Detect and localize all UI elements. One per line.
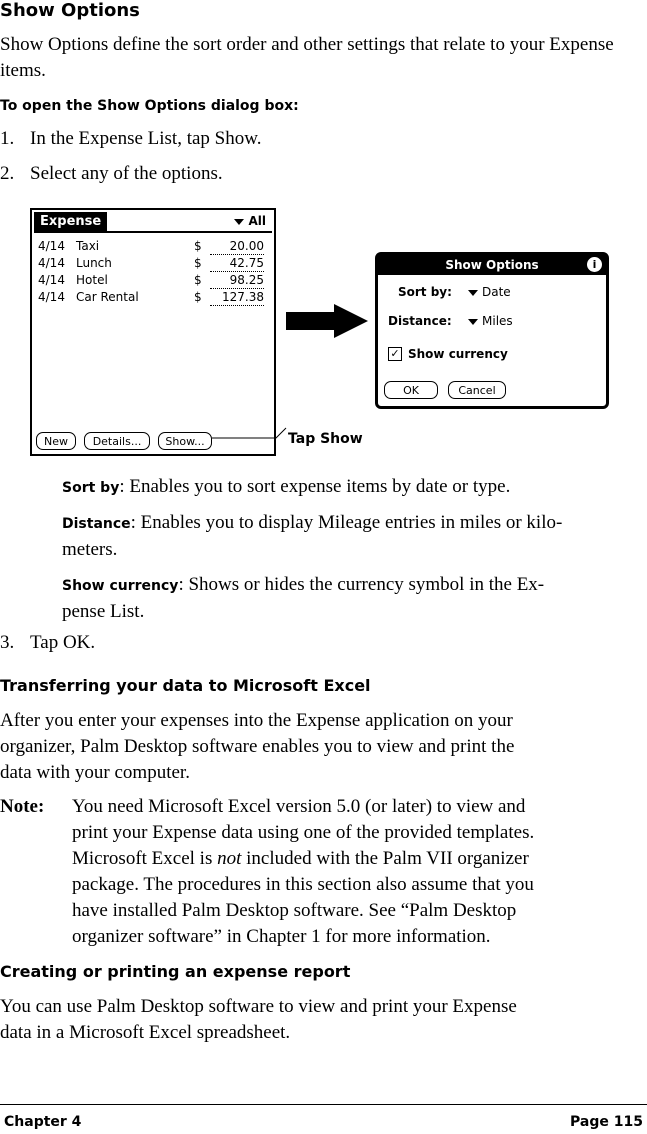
callout-leader-line	[212, 428, 286, 438]
text-line: organizer software” in Chapter 1 for more information.	[72, 926, 491, 947]
text-line: After you enter your expenses into the Expense application on your	[0, 710, 513, 731]
step-number: 2.	[0, 163, 15, 184]
distance-label: Distance:	[388, 314, 452, 328]
step-2	[0, 161, 223, 187]
note-label: Note:	[0, 796, 45, 817]
info-icon[interactable]: i	[587, 257, 602, 272]
step-text: Tap OK.	[30, 632, 96, 653]
text-line: data with your computer.	[0, 762, 190, 783]
definition-distance	[62, 510, 647, 563]
step-number: 3.	[0, 632, 15, 653]
new-button[interactable]: New	[36, 432, 76, 450]
category-value: All	[248, 214, 266, 228]
footer-rule	[0, 1104, 647, 1105]
distance-picker[interactable]	[468, 314, 513, 328]
right-arrow-icon	[286, 304, 368, 338]
definition-term: Show currency	[62, 578, 179, 594]
expense-desc: Taxi	[76, 239, 100, 253]
definition-show-currency	[62, 572, 647, 625]
expense-date: 4/14	[38, 290, 65, 304]
step-text: Select any of the options.	[30, 163, 223, 184]
tap-show-callout: Tap Show	[288, 431, 363, 447]
text-line	[72, 846, 647, 872]
section-heading-show-options: Show Options	[0, 0, 140, 21]
definition-text: : Enables you to sort expense items by date or type.	[119, 476, 511, 497]
show-button[interactable]: Show...	[158, 432, 212, 450]
expense-currency: $	[194, 239, 202, 253]
section-heading-transfer: Transferring your data to Microsoft Excel	[0, 676, 371, 695]
definition-term: Distance	[62, 516, 131, 532]
note-body	[72, 794, 647, 950]
show-currency-label: Show currency	[408, 347, 508, 361]
expense-title: Expense	[34, 212, 107, 232]
sort-by-label: Sort by:	[398, 285, 452, 299]
text-line: You need Microsoft Excel version 5.0 (or later) to view and	[72, 796, 526, 817]
text-line: data in a Microsoft Excel spreadsheet.	[0, 1022, 291, 1043]
distance-value: Miles	[482, 314, 513, 328]
dropdown-triangle-icon	[468, 290, 478, 296]
cancel-button[interactable]: Cancel	[448, 381, 506, 399]
expense-amount: 98.25	[210, 273, 264, 289]
definition-text-continued: pense List.	[62, 601, 145, 622]
emphasis-not: not	[217, 848, 242, 869]
text-line: print your Expense data using one of the provided templates.	[72, 822, 535, 843]
dropdown-triangle-icon	[468, 319, 478, 325]
intro-paragraph: Show Options define the sort order and other settings that relate to your Expense items.	[0, 34, 614, 81]
definition-text: : Enables you to display Mileage entries in miles or kilo-	[130, 512, 563, 533]
definition-sort-by	[62, 474, 647, 501]
expense-currency: $	[194, 290, 202, 304]
expense-date: 4/14	[38, 256, 65, 270]
expense-desc: Car Rental	[76, 290, 139, 304]
text-fragment: Microsoft Excel is	[72, 848, 218, 869]
definition-term: Sort by	[62, 480, 120, 496]
dialog-title: Show Options	[378, 255, 606, 275]
text-line: package. The procedures in this section also assume that you	[72, 874, 534, 895]
text-line: organizer, Palm Desktop software enables you to view and print the	[0, 736, 515, 757]
step-text: In the Expense List, tap Show.	[30, 128, 262, 149]
procedure-heading: To open the Show Options dialog box:	[0, 98, 299, 114]
details-button[interactable]: Details...	[84, 432, 150, 450]
sort-by-picker[interactable]	[468, 285, 511, 299]
step-number: 1.	[0, 128, 15, 149]
expense-date: 4/14	[38, 273, 65, 287]
expense-currency: $	[194, 256, 202, 270]
expense-desc: Lunch	[76, 256, 112, 270]
text-line: You can use Palm Desktop software to view and print your Expense	[0, 996, 517, 1017]
expense-amount: 42.75	[210, 256, 264, 272]
text-line: have installed Palm Desktop software. See “Palm Desktop	[72, 900, 517, 921]
text-fragment: included with the Palm VII organizer	[241, 848, 529, 869]
section-heading-report: Creating or printing an expense report	[0, 962, 351, 981]
footer-chapter: Chapter 4	[4, 1114, 82, 1130]
report-paragraph	[0, 994, 647, 1046]
expense-currency: $	[194, 273, 202, 287]
footer-page-number: Page 115	[570, 1114, 643, 1130]
show-options-dialog	[375, 252, 609, 409]
expense-amount: 127.38	[210, 290, 264, 306]
expense-amount: 20.00	[210, 239, 264, 255]
expense-date: 4/14	[38, 239, 65, 253]
ok-button[interactable]: OK	[384, 381, 438, 399]
show-currency-checkbox[interactable]: ✓	[388, 347, 402, 361]
transfer-paragraph	[0, 708, 647, 786]
definition-text: : Shows or hides the currency symbol in the Ex-	[178, 574, 545, 595]
step-3	[0, 630, 95, 656]
step-1	[0, 126, 261, 152]
definition-text-continued: meters.	[62, 539, 118, 560]
sort-by-value: Date	[482, 285, 511, 299]
expense-desc: Hotel	[76, 273, 108, 287]
